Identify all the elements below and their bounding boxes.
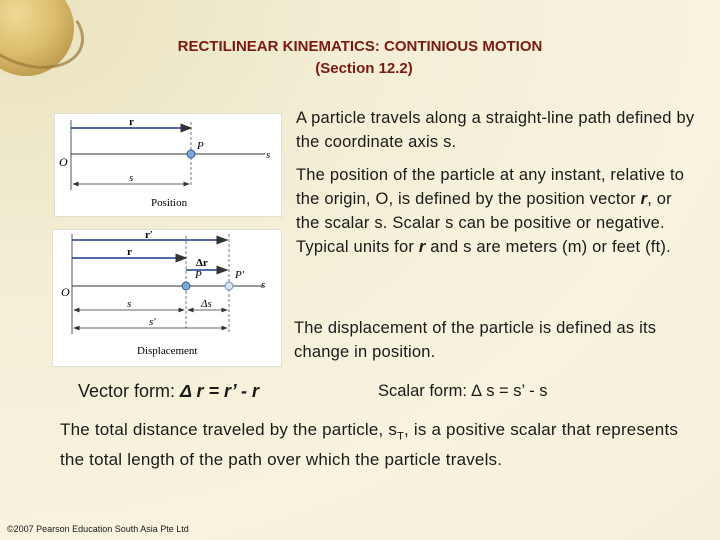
position-text-c: and s are meters (m) or feet (ft). [425,238,671,256]
copyright-footer: ©2007 Pearson Education South Asia Pte Ltd [7,524,189,534]
displacement-paragraph: The displacement of the particle is defined as its change in position. [294,319,657,361]
particle-P-prime [225,282,233,290]
slide-title [0,36,720,80]
vector-form-label: Vector form: [78,381,181,401]
label-s: s [127,298,132,310]
position-r-bold: r [640,190,648,208]
label-s-prime: s′ [149,316,156,328]
vector-form [78,381,259,402]
distance-text-b: , is a positive scalar that represents the total length of the path over which the particle travels. [60,420,679,470]
distance-paragraph [60,418,700,472]
position-figure [54,113,282,217]
label-s: s [129,172,134,184]
particle-P [187,150,195,158]
title-line-2: (Section 12.2) [315,60,413,77]
position-text-a: The position of the particle at any instant, relative to the origin, O, is defined by the position vector [296,166,685,208]
scalar-form: Scalar form: ∆ s = s’ - s [378,382,548,400]
distance-subscript: T [397,430,405,443]
vector-form-expression: Δ r = r’ - r [180,381,259,401]
label-P: P [195,269,202,281]
label-P: P [197,140,204,152]
label-O: O [59,155,68,169]
label-O: O [61,285,70,299]
label-delta-r: Δr [196,257,208,269]
label-s-axis: s [266,149,271,161]
label-r: r [129,116,134,128]
label-r-prime: r′ [145,230,153,241]
title-line-1: RECTILINEAR KINEMATICS: CONTINIOUS MOTION [177,38,543,55]
particle-P [182,282,190,290]
label-r: r [127,246,132,258]
caption-position: Position [151,197,188,209]
label-s-axis: s [261,279,266,291]
displacement-figure [52,229,282,367]
position-text-b: , or the scalar s. Scalar s can be positive or negative. Typical units for [296,190,672,256]
units-r-bold: r [418,238,426,256]
position-paragraph [296,163,696,259]
label-P-prime: P′ [235,269,245,281]
label-delta-s: Δs [201,298,212,310]
distance-text-a: The total distance traveled by the particle, s [60,420,398,439]
intro-paragraph: A particle travels along a straight-line path defined by the coordinate axis s. [296,109,695,151]
caption-displacement: Displacement [137,345,198,357]
